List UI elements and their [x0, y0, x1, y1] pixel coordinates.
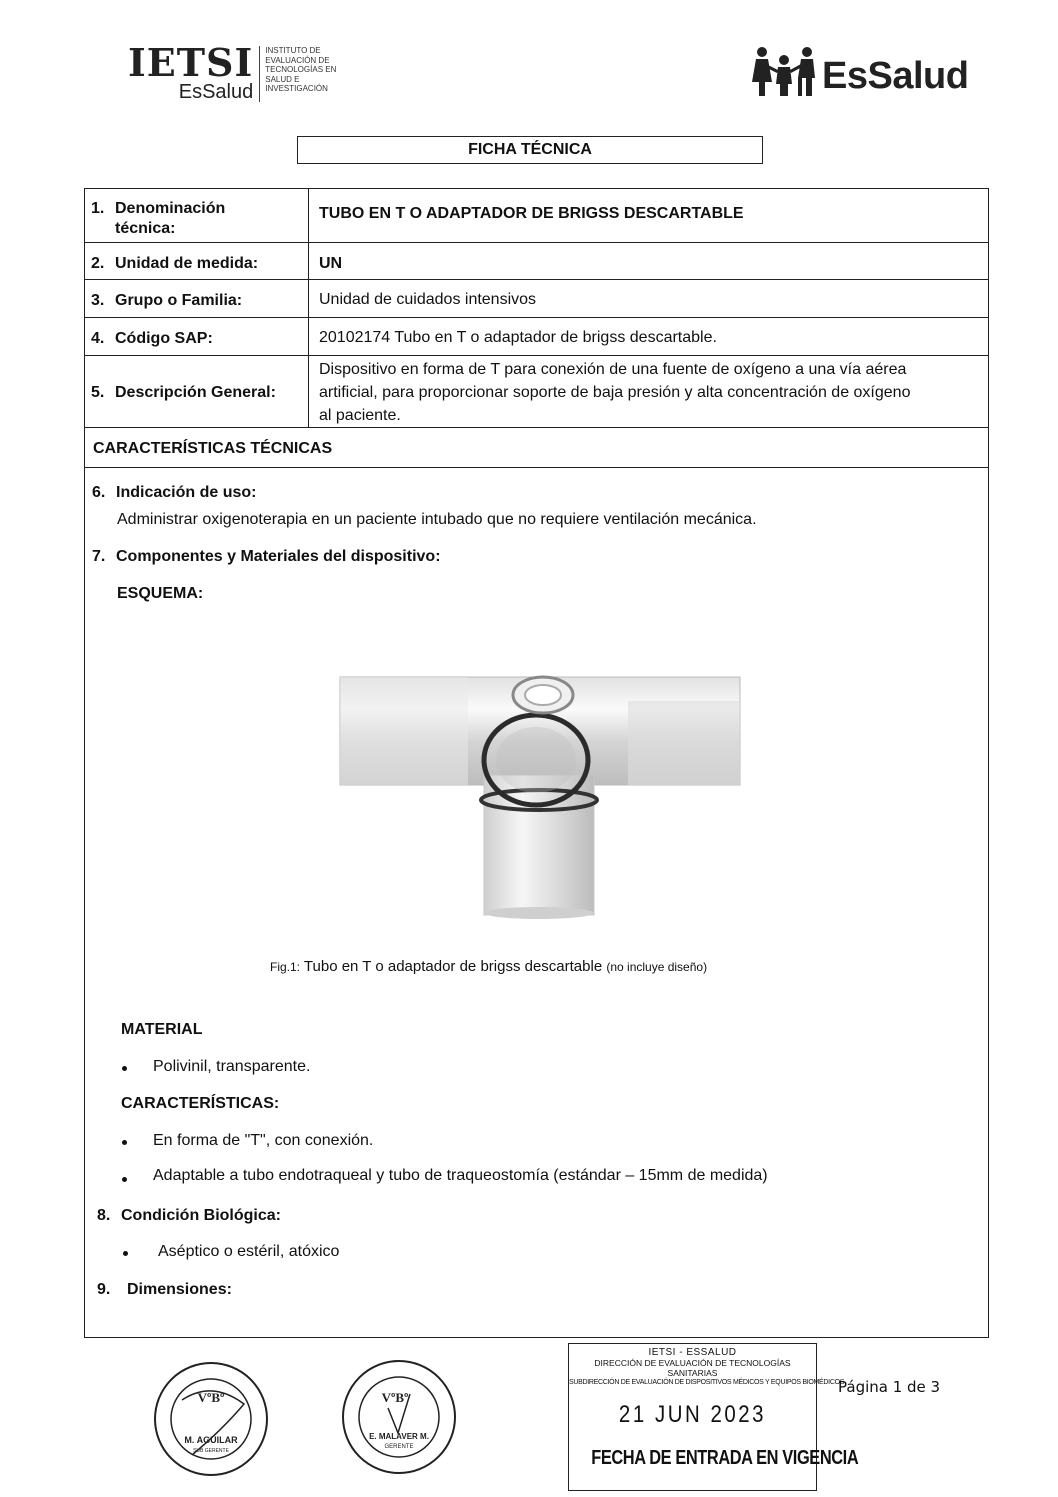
- field-label-text: Código SAP:: [115, 330, 213, 347]
- item-6-text: Administrar oxigenoterapia en un paciente intubado que no requiere ventilación mecánica.: [117, 511, 757, 528]
- field-label: [84, 318, 309, 355]
- ietsi-line: TECNOLOGÍAS EN: [265, 65, 337, 74]
- field-row-unidad: [84, 243, 989, 280]
- stamp-date: 21 JUN 2023: [618, 1401, 767, 1428]
- page-number: Página 1 de 3: [838, 1378, 941, 1396]
- description-line: al paciente.: [319, 407, 401, 424]
- ietsi-logo: [128, 40, 337, 104]
- seal-vb-text: VºBº: [381, 1390, 409, 1405]
- validity-stamp: [568, 1343, 859, 1491]
- description-line: artificial, para proporcionar soporte de baja presión y alta concentración de oxígeno: [319, 384, 911, 401]
- caracteristicas-item: Adaptable a tubo endotraqueal y tubo de traqueostomía (estándar – 15mm de medida): [153, 1167, 768, 1184]
- item-title: Condición Biológica:: [121, 1207, 281, 1224]
- field-number: 5.: [91, 384, 105, 401]
- stamp-line: SUBDIRECCIÓN DE EVALUACIÓN DE DISPOSITIVOS MÉDICOS Y EQUIPOS BIOMÉDICOS: [569, 1379, 845, 1386]
- item-7-heading: [92, 547, 441, 567]
- schema-label: ESQUEMA:: [117, 585, 204, 602]
- item-number: 9.: [97, 1281, 111, 1298]
- item-number: 6.: [92, 484, 106, 501]
- essalud-logo: [752, 46, 968, 98]
- bullet-icon: [122, 1066, 127, 1071]
- caracteristicas-heading: CARACTERÍSTICAS:: [121, 1095, 280, 1112]
- caracteristicas-item: En forma de "T", con conexión.: [153, 1132, 374, 1149]
- description-line: Dispositivo en forma de T para conexión de una fuente de oxígeno a una vía aérea: [319, 361, 907, 378]
- field-row-denominacion: [84, 188, 989, 243]
- material-item: Polivinil, transparente.: [153, 1058, 311, 1075]
- field-row-codigo-sap: [84, 318, 989, 356]
- approval-seal-2: [340, 1358, 458, 1476]
- stamp-line: IETSI - ESSALUD: [648, 1347, 737, 1358]
- caption-text: Tubo en T o adaptador de brigss descartable: [300, 958, 607, 975]
- ietsi-line: SALUD E: [265, 74, 300, 84]
- field-row-grupo: [84, 280, 989, 318]
- family-figures-icon: [752, 46, 820, 98]
- field-label-text: Grupo o Familia:: [115, 292, 243, 309]
- field-number: 2.: [91, 255, 105, 272]
- ietsi-line: EVALUACIÓN DE: [265, 55, 330, 65]
- t-tube-image: [338, 665, 743, 920]
- document-title: FICHA TÉCNICA: [297, 136, 763, 164]
- item-8-heading: [97, 1206, 281, 1226]
- field-row-descripcion: [84, 356, 989, 428]
- bullet-icon: [123, 1251, 128, 1256]
- stamp-line: DIRECCIÓN DE EVALUACIÓN DE TECNOLOGÍAS SANITARIAS: [594, 1358, 791, 1378]
- ietsi-logo-word: IETSI: [128, 40, 254, 85]
- material-heading: MATERIAL: [121, 1021, 203, 1038]
- field-value: TUBO EN T O ADAPTADOR DE BRIGSS DESCARTABLE: [319, 205, 744, 222]
- field-label-text: Denominación: [115, 200, 226, 217]
- seal-role-text: GERENTE: [384, 1444, 414, 1450]
- condicion-item: Aséptico o estéril, atóxico: [158, 1243, 340, 1260]
- field-value: UN: [319, 255, 343, 272]
- stamp-fecha-label: FECHA DE ENTRADA EN VIGENCIA: [591, 1447, 859, 1469]
- ietsi-line: INVESTIGACIÓN: [265, 84, 328, 93]
- field-label: [84, 243, 309, 279]
- field-label-text: Unidad de medida:: [115, 255, 259, 272]
- seal-name-text: M. AGUILAR: [184, 1435, 238, 1445]
- field-number: 3.: [91, 292, 105, 309]
- seal-name-text: E. MALAVER M.: [369, 1432, 429, 1441]
- essalud-logo-word: EsSalud: [822, 55, 969, 97]
- item-title: Indicación de uso:: [116, 484, 257, 501]
- field-label: [84, 188, 309, 242]
- field-label-text: técnica:: [115, 220, 176, 237]
- ietsi-line: INSTITUTO DE: [265, 46, 321, 55]
- field-label-text: Descripción General:: [115, 384, 276, 401]
- seal-role-text: SUB GERENTE: [193, 1448, 229, 1454]
- item-6-heading: [92, 483, 256, 503]
- field-label: [84, 356, 309, 427]
- item-9-heading: [97, 1280, 232, 1300]
- bullet-icon: [122, 1177, 127, 1182]
- field-label: [84, 280, 309, 317]
- item-number: 8.: [97, 1207, 111, 1224]
- logo-divider: [259, 46, 260, 102]
- seal-vb-text: VºBº: [197, 1390, 225, 1405]
- section-title: CARACTERÍSTICAS TÉCNICAS: [84, 428, 989, 468]
- figure-caption: [270, 958, 707, 975]
- field-number: 4.: [91, 330, 105, 347]
- approval-seal-1: [152, 1360, 270, 1478]
- field-value: [309, 356, 989, 427]
- item-number: 7.: [92, 548, 106, 565]
- ietsi-logo-text: [265, 46, 336, 94]
- item-title: Dimensiones:: [127, 1281, 232, 1298]
- caption-suffix: (no incluye diseño): [606, 960, 708, 974]
- field-value: Unidad de cuidados intensivos: [319, 291, 537, 308]
- field-number: 1.: [91, 200, 105, 217]
- caption-prefix: Fig.1:: [270, 960, 301, 974]
- field-value: 20102174 Tubo en T o adaptador de brigss descartable.: [319, 329, 717, 346]
- ietsi-logo-subword: EsSalud: [178, 81, 254, 103]
- bullet-icon: [122, 1140, 127, 1145]
- item-title: Componentes y Materiales del dispositivo:: [116, 548, 441, 565]
